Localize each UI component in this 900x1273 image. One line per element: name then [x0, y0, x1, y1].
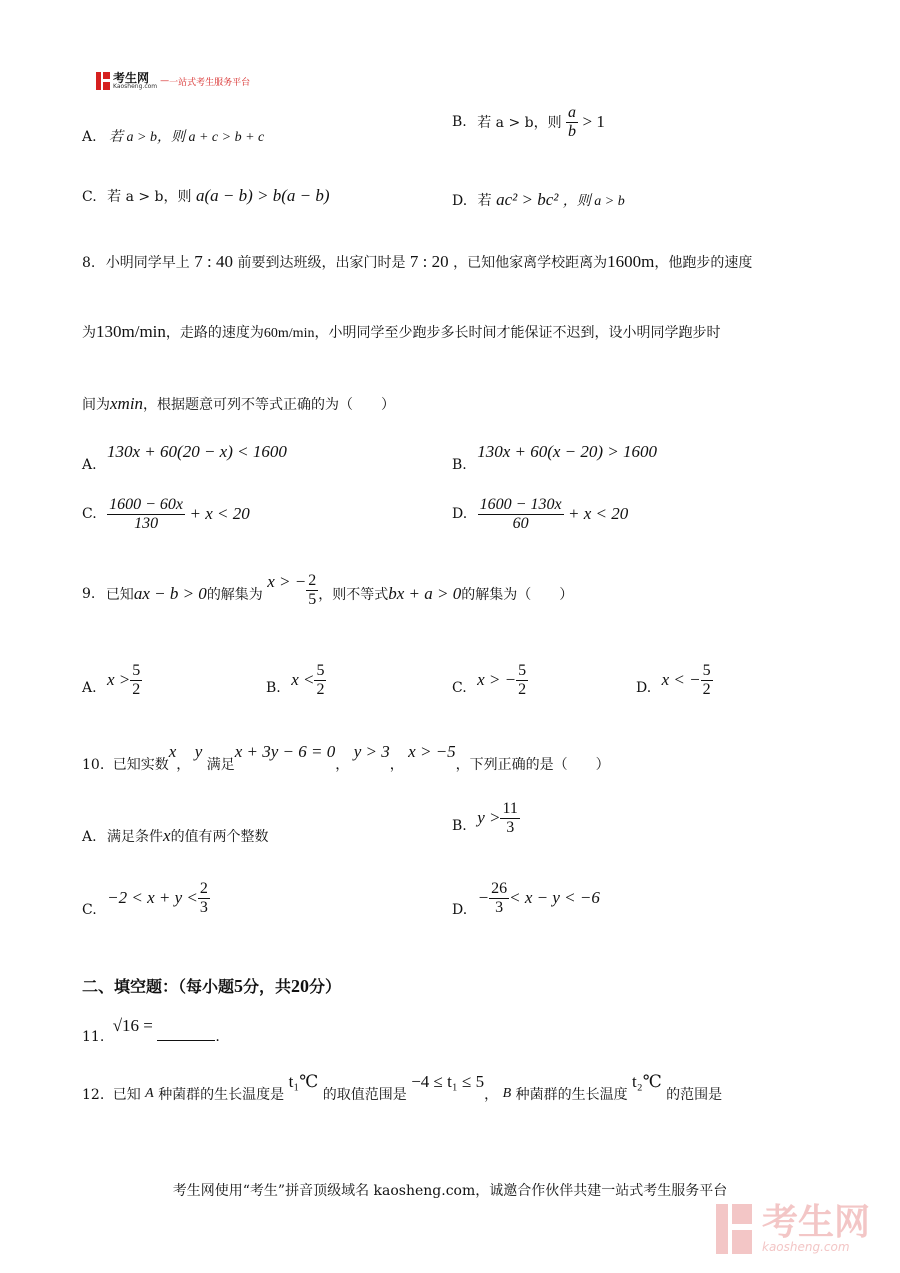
q10-option-c: C. −2 < x + y < $\frac{2}{3}$: [82, 880, 208, 919]
answer-blank: [157, 1026, 215, 1041]
q8-line2: 为130m/min，走路的速度为60m/min，小明同学至少跑步多长时间才能保证不迟到，设小明同学跑步时: [82, 322, 721, 341]
watermark-mark-icon: [716, 1204, 756, 1254]
q9-option-d: D. x < − $\frac{5}{2}$: [636, 662, 711, 698]
logo-sub: Kaosheng.com: [113, 83, 158, 90]
q12: 12. 已知 A 种菌群的生长温度是 t₁℃ 的取值范围是 −4 ≤ t₁ ≤ 5， B 种菌群的生长温度 t₂℃ 的范围是: [82, 1072, 723, 1103]
q8-option-c: C. $\frac{1600 - 60x}{130}$ + x < 20: [82, 496, 250, 532]
q10-option-d: D. − $\frac{26}{3}$ < x − y < −6: [452, 880, 600, 919]
q9-option-a: A. x > $\frac{5}{2}$: [82, 662, 141, 698]
q8-option-b: B. 130x + 60(x − 20) > 1600: [452, 442, 658, 473]
logo-slogan: 一站式考生服务平台: [169, 77, 251, 88]
q9-stem: 9. 已知ax − b > 0的解集为 x > − $\frac{2}{5}$ ，则不等式bx + a > 0的解集为（ ）: [82, 572, 574, 608]
watermark-logo: [716, 1204, 870, 1254]
footer-text: 考生网使用“考生”拼音顶级域名 kaosheng.com，诚邀合作伙伴共建一站式考生服务平台: [172, 1183, 728, 1199]
q11: 11. √16 = .: [82, 1016, 220, 1045]
q7-option-c: C. 若 a > b，则 a(a − b) > b(a − b): [82, 186, 330, 205]
section-2-title: 二、填空题：（每小题5分，共20分）: [82, 976, 342, 996]
watermark-name: 考生网: [762, 1202, 871, 1243]
q10-option-a: A. 满足条件x的值有两个整数: [82, 826, 269, 845]
q7-option-a: A. 若 a > b，则 a + c > b + c: [82, 129, 265, 145]
q10-option-b: B. y > $\frac{11}{3}$: [452, 800, 518, 836]
q10-stem: 10. 已知实数x， y 满足x + 3y − 6 = 0， y > 3， x > −5，下列正确的是（ ）: [82, 742, 610, 773]
q7-option-d: D. 若 ac² > bc² ，则 a > b: [452, 190, 625, 209]
q8-option-d: D. $\frac{1600 - 130x}{60}$ + x < 20: [452, 496, 629, 532]
logo-name: 考生网: [113, 71, 150, 85]
q8-line1: 8. 小明同学早上 7 : 40 前要到达班级，出家门时是 7 : 20 ，已知他家离学校距离为1600m，他跑步的速度: [82, 252, 753, 271]
header-logo: 考生网 Kaosheng.com — 一站式考生服务平台: [96, 72, 250, 90]
q9-option-c: C. x > − $\frac{5}{2}$: [452, 662, 527, 698]
q7-option-b: B. 若 a > b，则 $\frac{a}{b}$ > 1: [452, 104, 605, 140]
logo-mark-icon: [96, 72, 110, 90]
watermark-sub: kaosheng.com: [762, 1240, 850, 1254]
q9-option-b: B. x < $\frac{5}{2}$: [266, 662, 325, 698]
q8-option-a: A. 130x + 60(20 − x) < 1600: [82, 442, 287, 473]
q8-line3: 间为xmin，根据题意可列不等式正确的为（ ）: [82, 394, 396, 413]
